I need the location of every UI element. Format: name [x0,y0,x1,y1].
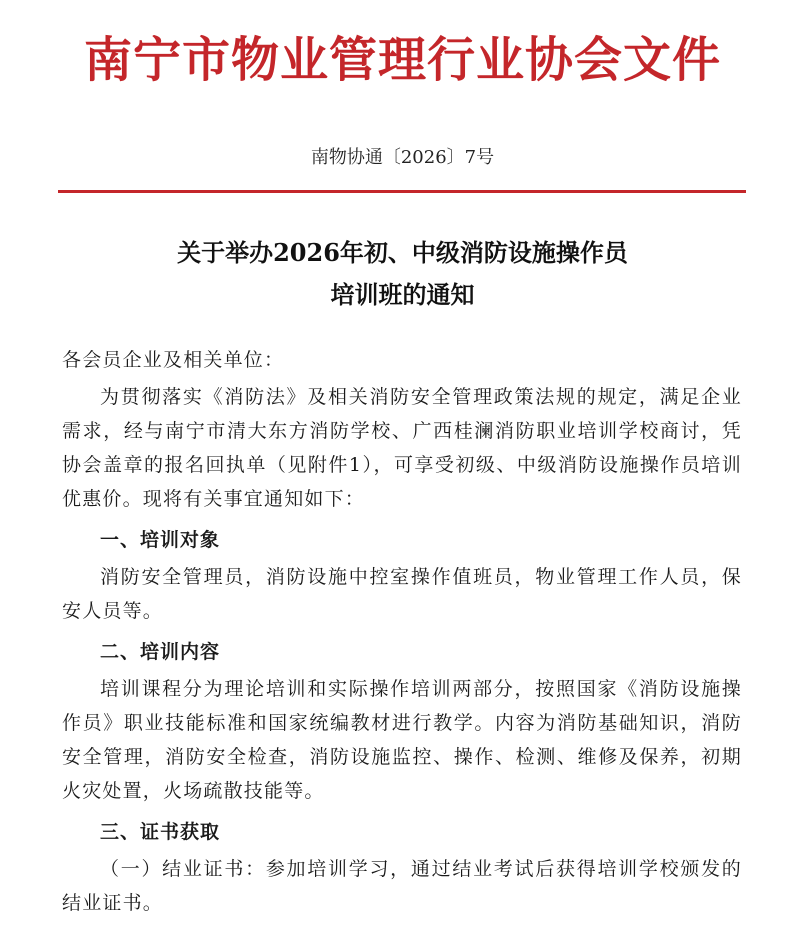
notice-body [62,340,742,920]
red-divider-line [58,190,746,193]
section-heading-certificate: 三、证书获取 [100,821,221,843]
document-number: 南物协通〔2026〕7号 [310,147,495,168]
section-text-certificate: （一）结业证书：参加培训学习，通过结业考试后获得培训学校颁发的结业证书。 [62,858,742,914]
salutation: 各会员企业及相关单位： [62,349,285,371]
section-text-content: 培训课程分为理论培训和实际操作培训两部分，按照国家《消防设施操作员》职业技能标准和国家统编教材进行教学。内容为消防基础知识，消防安全管理，消防安全检查，消防设施监控、操作、检测、维修及保养，初期火灾处置，火场疏散技能等。 [62,678,742,802]
notice-title-line-2: 培训班的通知 [330,280,475,309]
section-text-trainees: 消防安全管理员，消防设施中控室操作值班员，物业管理工作人员，保安人员等。 [62,566,742,622]
section-heading-content: 二、培训内容 [100,641,221,663]
intro-paragraph: 为贯彻落实《消防法》及相关消防安全管理政策法规的规定，满足企业需求，经与南宁市清大东方消防学校、广西桂澜消防职业培训学校商讨，凭协会盖章的报名回执单（见附件1），可享受初级、中级消防设施操作员培训优惠价。现将有关事宜通知如下： [62,386,742,510]
section-heading-trainees: 一、培训对象 [100,529,221,551]
org-masthead-title: 南宁市物业管理行业协会文件 [83,32,721,88]
notice-title-line-1: 关于举办2026年初、中级消防设施操作员 [177,238,628,267]
notice-title [0,232,805,316]
